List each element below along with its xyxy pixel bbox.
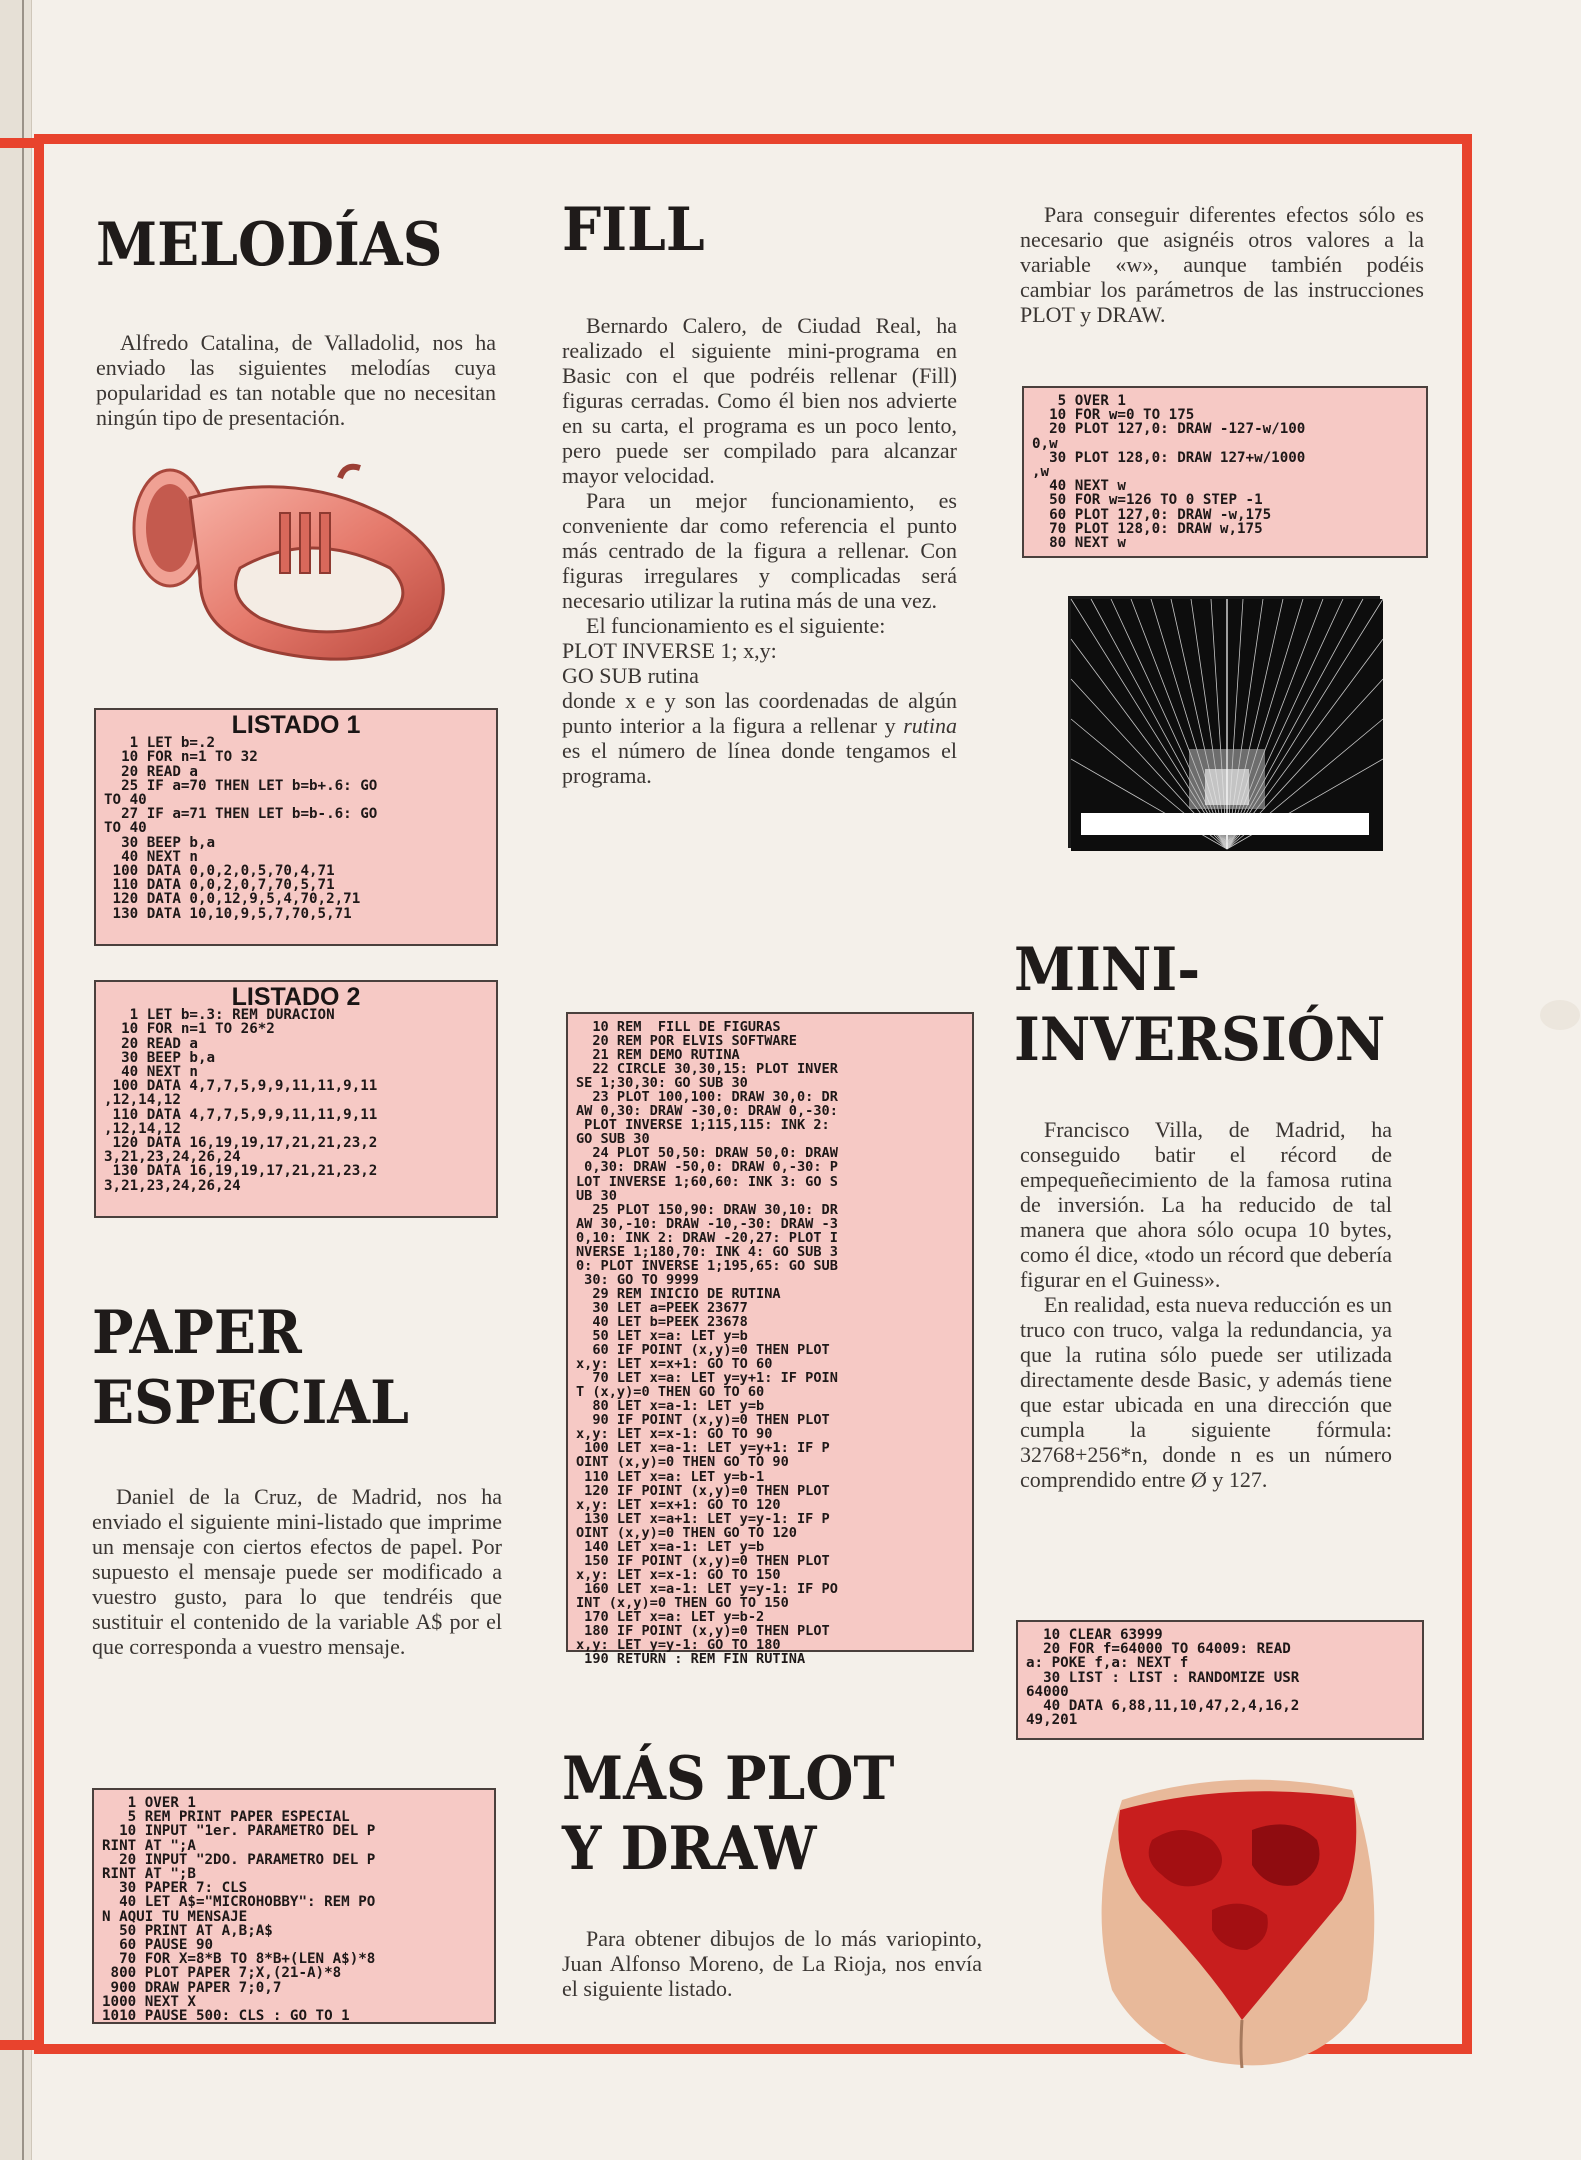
mas-plot-section [562, 1744, 982, 2001]
listado-1-listing [94, 708, 498, 946]
plot-draw-output-image [1068, 596, 1380, 848]
paper-especial-listing [92, 1788, 496, 2024]
mini-inversion-section [1014, 935, 1434, 1492]
fill-paragraph-3: El funcionamiento es el siguiente: [586, 613, 886, 638]
fill-title: FILL [562, 195, 705, 265]
swimsuit-photo [1092, 1770, 1382, 2070]
fill-p5-before: donde x e y son las coordenadas de algún punto interior a la figura a rellenar y [562, 688, 957, 738]
paper-especial-title-line2: ESPECIAL [92, 1368, 409, 1438]
mas-plot-body: Para obtener dibujos de lo más variopinto, Juan Alfonso Moreno, de La Rioja, nos envía el siguiente listado. [562, 1926, 982, 2001]
listado-2-title: LISTADO 2 [231, 983, 361, 1011]
melodias-section [96, 210, 496, 430]
fill-usage-line-2: GO SUB rutina [562, 663, 699, 688]
red-rule-left-top [0, 138, 36, 148]
listado-1-code: 1 LET b=.2 10 FOR n=1 TO 32 20 READ a 25 IF a=70 THEN LET b=b+.6: GO TO 40 27 IF a=71 THEN LET b=b-.6: GO TO 40 30 BEEP b,a 40 NEXT n 100 DATA 0,0,2,0,5,70,4,71 110 DATA 0,0,2,0,7,70,5,71 120 DATA 0,0,12,9,5,4,70,2,71 130 DATA 10,10,9,5,7,70,5,71 [104, 735, 378, 922]
mini-inversion-paragraph-1: Francisco Villa, de Madrid, ha conseguido batir el récord de empequeñecimiento de la famosa rutina de inversión. La ha reducido de tal manera que ahora sólo ocupa 10 bytes, como él dice, «todo un récord que debería figurar en el Guiness». [1020, 1117, 1392, 1292]
page-smudge [1540, 1000, 1580, 1030]
red-rule-left-bottom [0, 2040, 36, 2050]
paper-especial-code: 1 OVER 1 5 REM PRINT PAPER ESPECIAL 10 INPUT "1er. PARAMETRO DEL P RINT AT ";A 20 INPUT "2DO. PARAMETRO DEL P RINT AT ";B 30 PAPER 7: CLS 40 LET A$="MICROHOBBY": REM PO N AQUI TU MENSAJE 50 PRINT AT A,B;A$ 60 PAUSE 90 70 FOR X=8*B TO 8*B+(LEN A$)*8 800 PLOT PAPER 7;X,(21-A)*8 900 DRAW PAPER 7;0,7 1000 NEXT X 1010 PAUSE 500: CLS : GO TO 1 [102, 1795, 376, 2025]
listado-2-listing [94, 980, 498, 1218]
mini-inversion-code: 10 CLEAR 63999 20 FOR f=64000 TO 64009: READ a: POKE f,a: NEXT f 30 LIST : LIST : RANDOMIZE USR 64000 40 DATA 6,88,11,10,47,2,4,16,2 49,201 [1026, 1627, 1300, 1729]
paper-especial-title-line1: PAPER [92, 1298, 302, 1368]
mas-plot-listing [1022, 386, 1428, 558]
listado-2-code: 1 LET b=.3: REM DURACION 10 FOR n=1 TO 26*2 20 READ a 30 BEEP b,a 40 NEXT n 100 DATA 4,7,7,5,9,9,11,11,9,11 ,12,14,12 110 DATA 4,7,7,5,9,9,11,11,9,11 ,12,14,12 120 DATA 16,19,19,17,21,21,23,2 3,21,23,24,26,24 130 DATA 16,19,19,17,21,21,23,2 3,21,23,24,26,24 [104, 1007, 378, 1194]
mini-inversion-title-line1: MINI- [1014, 935, 1201, 1005]
paper-especial-section [92, 1298, 502, 1659]
fill-p5-emphasis: rutina [903, 713, 957, 738]
tunnel-bottom-bar [1081, 813, 1369, 835]
binding-line [22, 0, 24, 2160]
mas-plot-code: 5 OVER 1 10 FOR w=0 TO 175 20 PLOT 127,0: DRAW -127-w/100 0,w 30 PLOT 128,0: DRAW 127+w/1000 ,w 40 NEXT w 50 FOR w=126 TO 0 STEP -1 60 PLOT 127,0: DRAW -w,175 70 PLOT 128,0: DRAW w,175 80 NEXT w [1032, 393, 1306, 552]
fill-code: 10 REM FILL DE FIGURAS 20 REM POR ELVIS SOFTWARE 21 REM DEMO RUTINA 22 CIRCLE 30,30,15: PLOT INVER SE 1;30,30: GO SUB 30 23 PLOT 100,100: DRAW 30,0: DR AW 0,30: DRAW -30,0: DRAW 0,-30: PLOT INVERSE 1;115,115: INK 2: GO SUB 30 24 PLOT 50,50: DRAW 50,0: DRAW 0,30: DRAW -50,0: DRAW 0,-30: P LOT INVERSE 1;60,60: INK 3: GO S UB 30 25 PLOT 150,90: DRAW 30,10: DR AW 30,-10: DRAW -10,-30: DRAW -3 0,10: INK 2: DRAW -20,27: PLOT I NVERSE 1;180,70: INK 4: GO SUB 3 0: PLOT INVERSE 1;195,65: GO SUB 30: GO TO 9999 29 REM INICIO DE RUTINA 30 LET a=PEEK 23677 40 LET b=PEEK 23678 50 LET x=a: LET y=b 60 IF POINT (x,y)=0 THEN PLOT x,y: LET x=x+1: GO TO 60 70 LET x=a: LET y=y+1: IF POIN T (x,y)=0 THEN GO TO 60 80 LET x=a-1: LET y=b 90 IF POINT (x,y)=0 THEN PLOT x,y: LET x=x-1: GO TO 90 100 LET x=a-1: LET y=y+1: IF P OINT (x,y)=0 THEN GO TO 90 110 LET x=a: LET y=b-1 120 IF POINT (x,y)=0 THEN PLOT x,y: LET x=x+1: GO TO 120 130 LET x=a+1: LET y=y-1: IF P OINT (x,y)=0 THEN GO TO 120 140 LET x=a-1: LET y=b 150 IF POINT (x,y)=0 THEN PLOT x,y: LET x=x-1: GO TO 150 160 LET x=a-1: LET y=y-1: IF PO INT (x,y)=0 THEN GO TO 150 170 LET x=a: LET y=b-2 180 IF POINT (x,y)=0 THEN PLOT x,y: LET y=y-1: GO TO 180 190 RETURN : REM FIN RUTINA [576, 1019, 838, 1668]
fill-usage-line-1: PLOT INVERSE 1; x,y: [562, 638, 777, 663]
fill-paragraph-1: Bernardo Calero, de Ciudad Real, ha realizado el siguiente mini-programa en Basic con el que podréis rellenar (Fill) figuras cerradas. Como él bien nos advierte en su carta, el programa es un poco lento, pero puede ser compilado para alcanzar mayor velocidad. [562, 313, 957, 488]
fill-listing [566, 1012, 974, 1668]
mini-inversion-listing [1016, 1620, 1424, 1740]
fill-paragraph-2: Para un mejor funcionamiento, es conveniente dar como referencia el punto más centrado de la figura a rellenar. Con figuras irregulares y complicadas será necesario utilizar la rutina más de una vez. [562, 488, 957, 613]
mini-inversion-title-line2: INVERSIÓN [1014, 1005, 1386, 1075]
fill-paragraph-5 [562, 688, 957, 788]
mini-inversion-paragraph-2: En realidad, esta nueva reducción es un truco con truco, valga la redundancia, ya que la rutina sólo puede ser utilizada directamente desde Basic, y además tiene que estar ubicada en una dirección que cumpla la siguiente fórmula: 32768+256*n, donde n es un número comprendido entre Ø y 127. [1020, 1292, 1392, 1492]
melodias-title: MELODÍAS [96, 210, 443, 280]
mas-plot-title-line1: MÁS PLOT [562, 1744, 895, 1814]
page-edge [0, 0, 32, 2160]
fill-p5-after: es el número de línea donde tengamos el programa. [562, 738, 957, 788]
listado-1-title: LISTADO 1 [231, 711, 361, 739]
melodias-body: Alfredo Catalina, de Valladolid, nos ha enviado las siguientes melodías cuya popularidad es tan notable que no necesitan ningún tipo de presentación. [96, 330, 496, 430]
mas-plot-continued [1020, 202, 1424, 327]
mas-plot-title-line2: Y DRAW [562, 1814, 817, 1884]
mas-plot-body-2: Para conseguir diferentes efectos sólo es necesario que asignéis otros valores a la variable «w», aunque también podéis cambiar los parámetros de las instrucciones PLOT y DRAW. [1020, 202, 1424, 327]
fill-section [562, 195, 957, 788]
tuba-illustration [130, 458, 470, 673]
paper-especial-body: Daniel de la Cruz, de Madrid, nos ha enviado el siguiente mini-listado que imprime un mensaje con ciertos efectos de papel. Por supuesto el mensaje puede ser modificado a vuestro gusto, para lo que tendréis que sustituir el contenido de la variable A$ por el que corresponda a vuestro mensaje. [92, 1484, 502, 1659]
